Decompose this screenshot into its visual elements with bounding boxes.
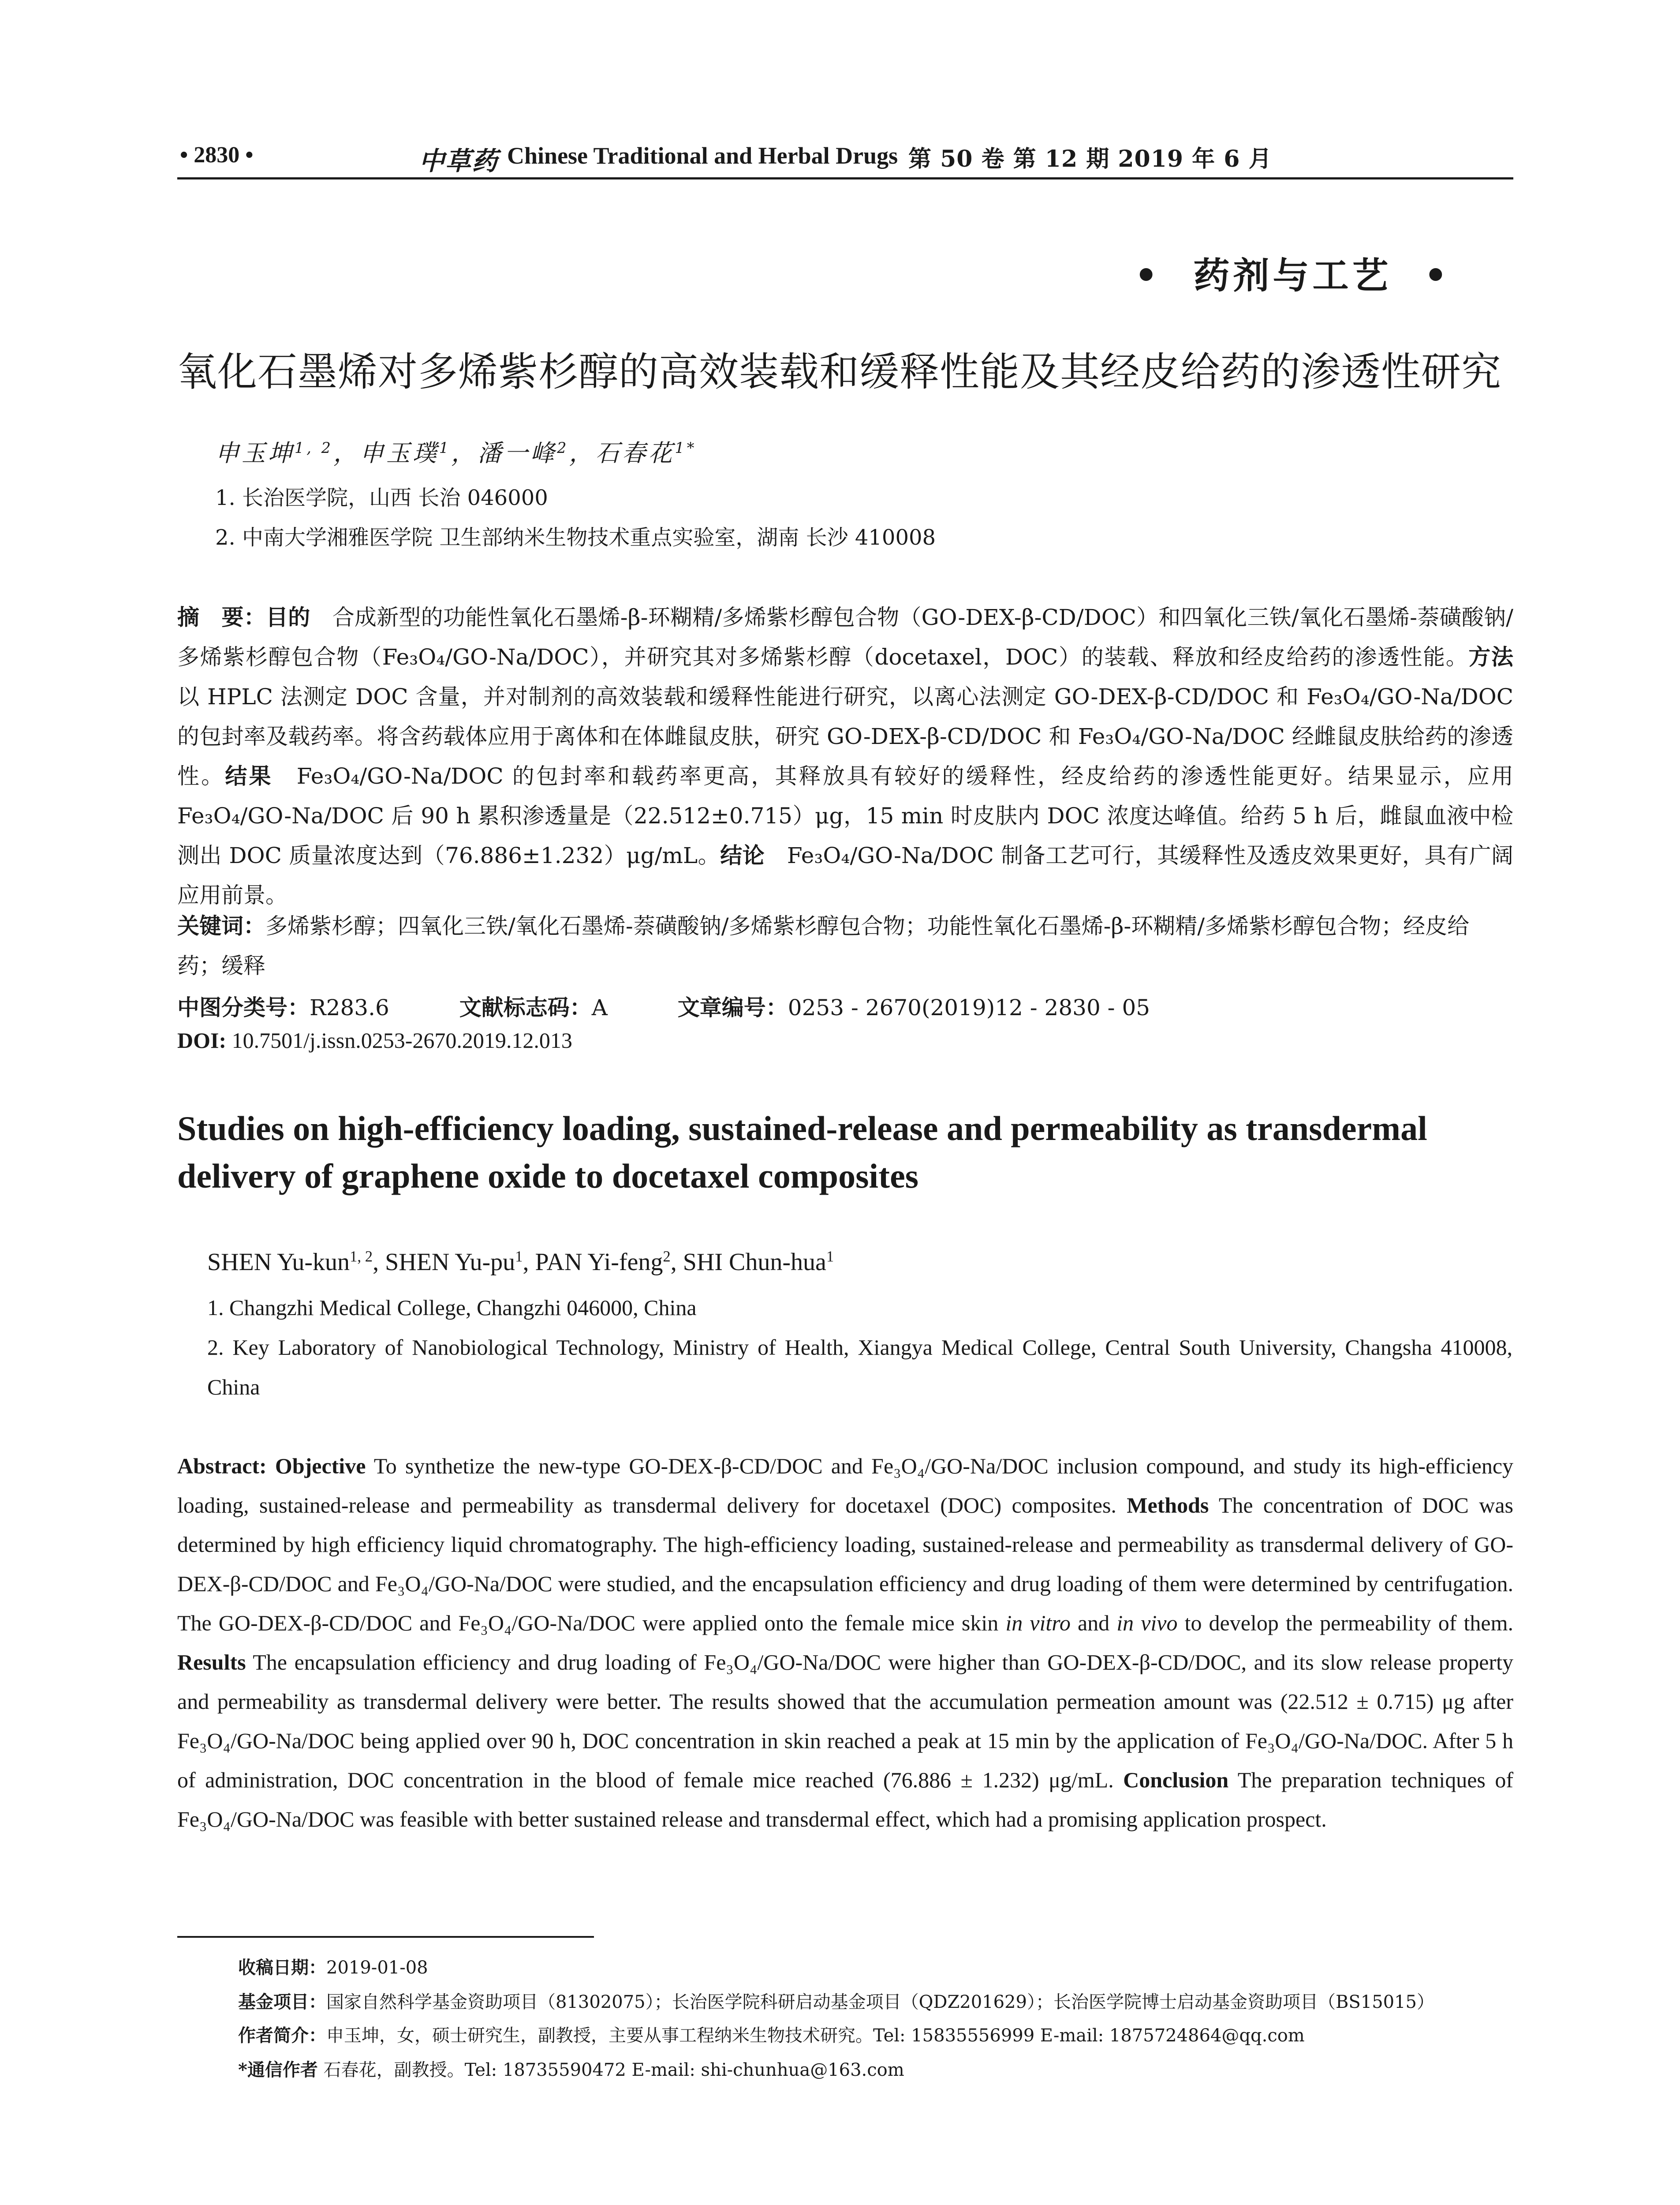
author-affiliation-mark: 1 bbox=[439, 439, 452, 456]
chinese-abstract bbox=[177, 598, 1513, 915]
results-text: The encapsulation efficiency and drug loading of Fe₃O₄/GO-Na/DOC were higher than GO-DEX-β-CD/DOC, and its slow release property and permeability as transdermal delivery were better. The results showed that the accumulation permeation amount was (22.512 ± 0.715) μg after Fe₃O₄/GO-Na/DOC being applied over 90 h, DOC concentration in skin reached a peak at 15 min by the application of Fe₃O₄/GO-Na/DOC. After 5 h of administration, DOC concentration in the blood of female mice reached (76.886 ± 1.232) μg/mL. bbox=[177, 1650, 1513, 1792]
objective-label: 目的 bbox=[265, 604, 310, 630]
conclusion-text: The preparation techniques of Fe₃O₄/GO-Na/DOC was feasible with better sustained release and transdermal effect, which had a promising application prospect. bbox=[177, 1768, 1513, 1831]
section-label: • 药剂与工艺 • bbox=[1134, 254, 1451, 297]
corresponding-label: *通信作者 bbox=[238, 2059, 318, 2080]
author-bio-text: 申玉坤，女，硕士研究生，副教授，主要从事工程纳米生物技术研究。Tel: 15835556999 E-mail: 1875724864@qq.com bbox=[326, 2026, 1305, 2046]
author-name: 潘一峰 bbox=[478, 439, 557, 467]
issue-info: 第 50 卷 第 12 期 2019 年 6 月 bbox=[908, 146, 1272, 172]
keywords-text: 多烯紫杉醇；四氧化三铁/氧化石墨烯-萘磺酸钠/多烯紫杉醇包合物；功能性氧化石墨烯-β-环糊精/多烯紫杉醇包合物；经皮给药；缓释 bbox=[177, 913, 1470, 979]
results-label: Results bbox=[177, 1650, 246, 1674]
page-number: • 2830 • bbox=[180, 142, 254, 168]
english-affiliation-1: 1. Changzhi Medical College, Changzhi 046000, China bbox=[207, 1295, 697, 1320]
chinese-title: 氧化石墨烯对多烯紫杉醇的高效装载和缓释性能及其经皮给药的渗透性研究 bbox=[177, 349, 1501, 395]
author-affiliation-mark: 1, 2 bbox=[350, 1248, 373, 1265]
author-affiliation-mark: 1 bbox=[826, 1248, 834, 1265]
doi bbox=[177, 1028, 572, 1053]
author-bio-label: 作者简介： bbox=[238, 2025, 326, 2046]
in-vivo-term: in vivo bbox=[1116, 1611, 1178, 1635]
article-no-label: 文章编号： bbox=[677, 994, 788, 1020]
methods-label: 方法 bbox=[1468, 644, 1514, 670]
author-name: SHI Chun-hua bbox=[683, 1248, 826, 1276]
objective-text: 合成新型的功能性氧化石墨烯-β-环糊精/多烯紫杉醇包合物（GO-DEX-β-CD/DOC）和四氧化三铁/氧化石墨烯-萘磺酸钠/多烯紫杉醇包合物（Fe₃O₄/GO-Na/DOC），并研究其对多烯紫杉醇（docetaxel，DOC）的装载、释放和经皮给药的渗透性能。 bbox=[177, 605, 1514, 670]
footnote-author bbox=[238, 2022, 1517, 2047]
article-no-value: 0253 - 2670(2019)12 - 2830 - 05 bbox=[788, 995, 1150, 1020]
received-label: 收稿日期： bbox=[238, 1957, 326, 1978]
objective-text: To synthetize the new-type GO-DEX-β-CD/DOC and Fe₃O₄/GO-Na/DOC inclusion compound, and study its high-efficiency loading, sustained-release and permeability as transdermal delivery for docetaxel (DOC) composites. bbox=[177, 1454, 1514, 1517]
english-authors: SHEN Yu-kun$^{1, 2}$, SHEN $Yu-pu^1$, PAN Yi-feng$^2$, SHI Chun-hua$^1$ bbox=[207, 1248, 834, 1276]
author-affiliation-mark: 1* bbox=[675, 439, 697, 456]
author-affiliation-mark: 1 bbox=[515, 1248, 523, 1265]
conclusion-label: 结论 bbox=[720, 842, 765, 868]
footnote-received bbox=[238, 1954, 1517, 1979]
footnote-divider bbox=[177, 1936, 594, 1938]
english-title: Studies on high-efficiency loading, sustained-release and permeability as transdermal delivery of graphene oxide to docetaxel composites bbox=[177, 1109, 1427, 1195]
doc-code-label: 文献标志码： bbox=[459, 994, 592, 1020]
chinese-affiliation-1: 1. 长治医学院，山西 长治 046000 bbox=[215, 486, 548, 510]
doc-code-value: A bbox=[591, 995, 608, 1020]
english-abstract bbox=[177, 1446, 1513, 1839]
methods-label: Methods bbox=[1127, 1493, 1209, 1517]
received-date: 2019-01-08 bbox=[326, 1958, 428, 1978]
corresponding-text: 石春花，副教授。Tel: 18735590472 E-mail: shi-chunhua@163.com bbox=[323, 2060, 904, 2080]
classification-line bbox=[177, 988, 1513, 1028]
author-affiliation-mark: 2 bbox=[557, 439, 569, 456]
chinese-affiliation-2: 2. 中南大学湘雅医学院 卫生部纳米生物技术重点实验室，湖南 长沙 410008 bbox=[215, 525, 936, 550]
clc-label: 中图分类号： bbox=[177, 994, 310, 1020]
keywords-label: 关键词： bbox=[177, 913, 265, 939]
author-name: 石春花 bbox=[595, 439, 675, 467]
abstract-label: Abstract: bbox=[177, 1454, 267, 1478]
author-name: SHEN Yu-pu bbox=[385, 1248, 515, 1276]
methods-text: 以 HPLC 法测定 DOC 含量，并对制剂的高效装载和缓释性能进行研究，以离心法测定 GO-DEX-β-CD/DOC 和 Fe₃O₄/GO-Na/DOC 的包封率及载药率。将含药载体应用于离体和在体雌鼠皮肤，研究 GO-DEX-β-CD/DOC 和 Fe₃O₄/GO-Na/DOC 经雌鼠皮肤给药的渗透性。 bbox=[177, 684, 1513, 789]
conclusion-text: Fe₃O₄/GO-Na/DOC 制备工艺可行，其缓释性及透皮效果更好，具有广阔应用前景。 bbox=[177, 843, 1514, 908]
english-affiliation-2: 2. Key Laboratory of Nanobiological Technology, Ministry of Health, Xiangya Medical College, Central South University, Changsha 410008, China bbox=[207, 1335, 1512, 1399]
results-text: Fe₃O₄/GO-Na/DOC 的包封率和载药率更高，其释放具有较好的缓释性，经皮给药的渗透性能更好。结果显示，应用 Fe₃O₄/GO-Na/DOC 后 90 h 累积渗透量是（22.512±0.715）μg，15 min 时皮肤内 DOC 浓度达峰值。给药 5 h 后，雌鼠血液中检测出 DOC 质量浓度达到（76.886±1.232）μg/mL。 bbox=[177, 763, 1514, 868]
funding-label: 基金项目： bbox=[238, 1992, 326, 2012]
author-name: PAN Yi-feng bbox=[535, 1248, 663, 1276]
methods-and: and bbox=[1077, 1611, 1110, 1635]
author-affiliation-mark: 1, 2 bbox=[295, 439, 333, 456]
author-name: 申玉坤 bbox=[215, 439, 295, 467]
doi-value: 10.7501/j.issn.0253-2670.2019.12.013 bbox=[231, 1028, 572, 1053]
chinese-authors: 申玉坤$^{1, 2}$，申玉璞$^1$，潘一峰$^2$，石春花$^{1*}$ bbox=[215, 439, 697, 467]
chinese-keywords bbox=[177, 906, 1513, 986]
methods-end: to develop the permeability of them. bbox=[1184, 1611, 1514, 1635]
journal-title: Chinese Traditional and Herbal Drugs bbox=[507, 142, 898, 169]
in-vitro-term: in vitro bbox=[1005, 1611, 1071, 1635]
results-label: 结果 bbox=[225, 763, 273, 789]
doi-label: DOI: bbox=[177, 1028, 227, 1053]
author-name: SHEN Yu-kun bbox=[207, 1248, 350, 1276]
clc-value: R283.6 bbox=[310, 995, 389, 1020]
journal-logo: 中草药 bbox=[419, 146, 499, 176]
objective-label: Objective bbox=[275, 1454, 366, 1478]
author-affiliation-mark: 2 bbox=[663, 1248, 671, 1265]
footnote-corresponding bbox=[238, 2056, 1517, 2081]
abstract-label: 摘 要： bbox=[177, 604, 266, 630]
conclusion-label: Conclusion bbox=[1123, 1768, 1229, 1792]
footnote-funding bbox=[238, 1988, 1517, 2013]
header-divider bbox=[177, 177, 1513, 179]
methods-text: The concentration of DOC was determined by high efficiency liquid chromatography. The high-efficiency loading, sustained-release and permeability as transdermal delivery of GO-DEX-β-CD/DOC and Fe₃O₄/GO-Na/DOC were studied, and the encapsulation efficiency and drug loading of them were determined by centrifugation. The GO-DEX-β-CD/DOC and Fe₃O₄/GO-Na/DOC were applied onto the female mice skin bbox=[177, 1493, 1513, 1635]
funding-text: 国家自然科学基金资助项目（81302075）；长治医学院科研启动基金项目（QDZ201629）；长治医学院博士启动基金资助项目（BS15015） bbox=[326, 1992, 1434, 2012]
author-name: 申玉璞 bbox=[359, 439, 439, 467]
